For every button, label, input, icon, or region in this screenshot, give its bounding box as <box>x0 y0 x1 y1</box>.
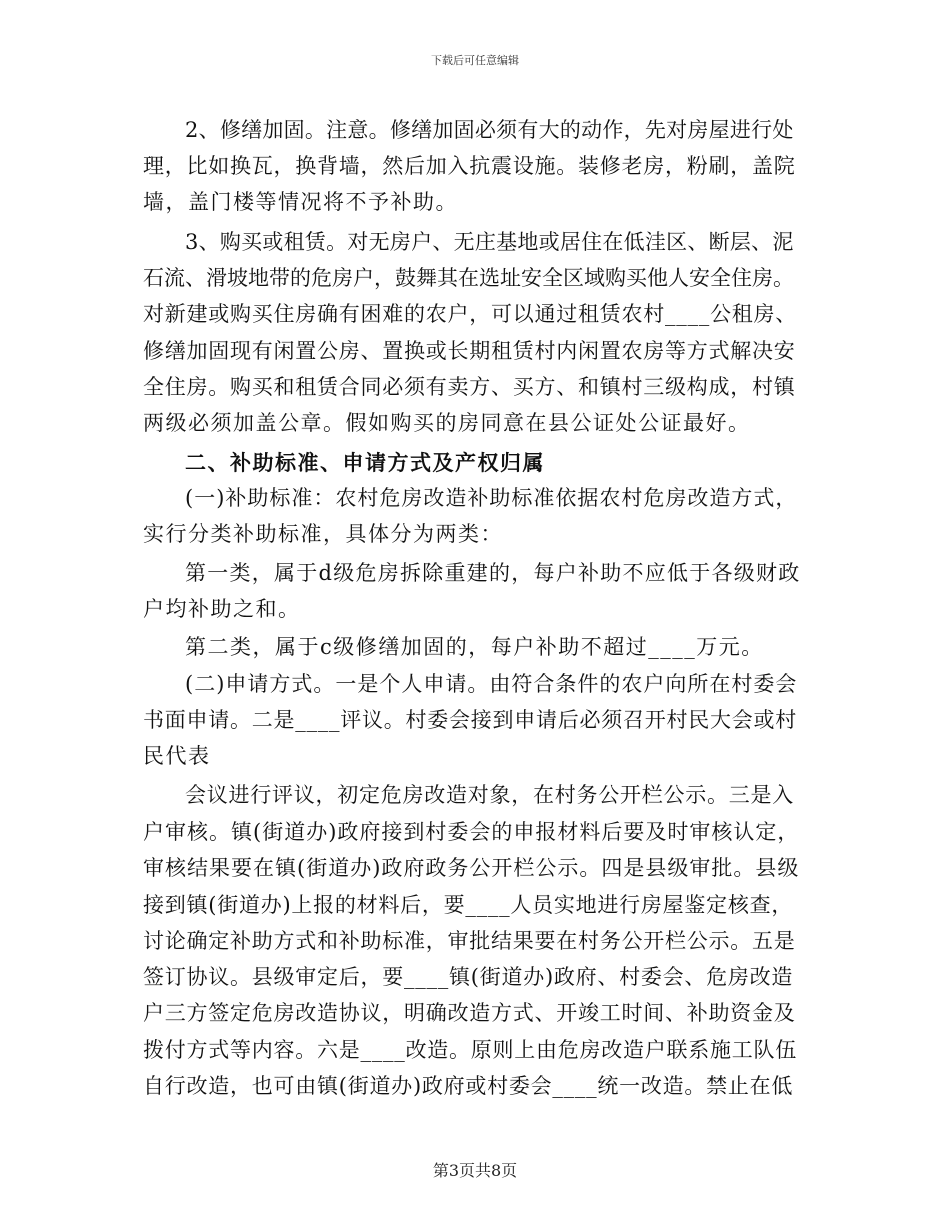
text-line: 全住房。购买和租赁合同必须有卖方、买方、和镇村三级构成，村镇 <box>143 375 796 399</box>
text-line: (二)申请方式。一是个人申请。由符合条件的农户向所在村委会 <box>185 672 798 696</box>
page-header: 下载后可任意编辑 <box>431 54 519 67</box>
section-heading: 二、补助标准、申请方式及产权归属 <box>185 450 545 475</box>
text-line: 实行分类补助标准，具体分为两类： <box>143 522 503 546</box>
text-line: 民代表 <box>143 744 211 768</box>
text-line: 拨付方式等内容。六是____改造。原则上由危房改造户联系施工队伍 <box>143 1038 797 1062</box>
text-line: 讨论确定补助方式和补助标准，审批结果要在村务公开栏公示。五是 <box>143 929 796 953</box>
text-line: 书面申请。二是____评议。村委会接到申请后必须召开村民大会或村 <box>143 708 797 732</box>
text-line: 石流、滑坡地带的危房户，鼓舞其在选址安全区域购买他人安全住房。 <box>143 266 794 290</box>
text-line: 3、购买或租赁。对无房户、无庄基地或居住在低洼区、断层、泥 <box>185 230 794 254</box>
text-line: 自行改造，也可由镇(街道办)政府或村委会____统一改造。禁止在低 <box>143 1074 794 1098</box>
text-line: 2、修缮加固。注意。修缮加固必须有大的动作，先对房屋进行处 <box>185 118 794 142</box>
text-line: (一)补助标准：农村危房改造补助标准依据农村危房改造方式， <box>185 486 798 510</box>
page-number: 第3页共8页 <box>432 1161 518 1180</box>
text-line: 理，比如换瓦，换背墙，然后加入抗震设施。装修老房，粉刷，盖院 <box>143 154 796 178</box>
text-line: 第二类，属于c级修缮加固的，每户补助不超过____万元。 <box>185 635 764 659</box>
text-line: 户三方签定危房改造协议，明确改造方式、开竣工时间、补助资金及 <box>143 1001 796 1025</box>
text-line: 两级必须加盖公章。假如购买的房同意在县公证处公证最好。 <box>143 411 751 435</box>
text-line: 会议进行评议，初定危房改造对象，在村务公开栏公示。三是入 <box>185 783 794 807</box>
text-line: 户审核。镇(街道办)政府接到村委会的申报材料后要及时审核认定， <box>143 820 800 844</box>
text-line: 审核结果要在镇(街道办)政府政务公开栏公示。四是县级审批。县级 <box>143 856 800 880</box>
text-line: 第一类，属于d级危房拆除重建的，每户补助不应低于各级财政 <box>185 561 801 585</box>
text-line: 对新建或购买住房确有困难的农户，可以通过租赁农村____公租房、 <box>143 302 797 326</box>
text-line: 户均补助之和。 <box>143 597 301 621</box>
text-line: 接到镇(街道办)上报的材料后，要____人员实地进行房屋鉴定核查， <box>143 893 794 917</box>
text-line: 修缮加固现有闲置公房、置换或长期租赁村内闲置农房等方式解决安 <box>143 339 796 363</box>
text-line: 墙，盖门楼等情况将不予补助。 <box>143 190 458 214</box>
text-line: 签订协议。县级审定后，要____镇(街道办)政府、村委会、危房改造 <box>143 965 794 989</box>
